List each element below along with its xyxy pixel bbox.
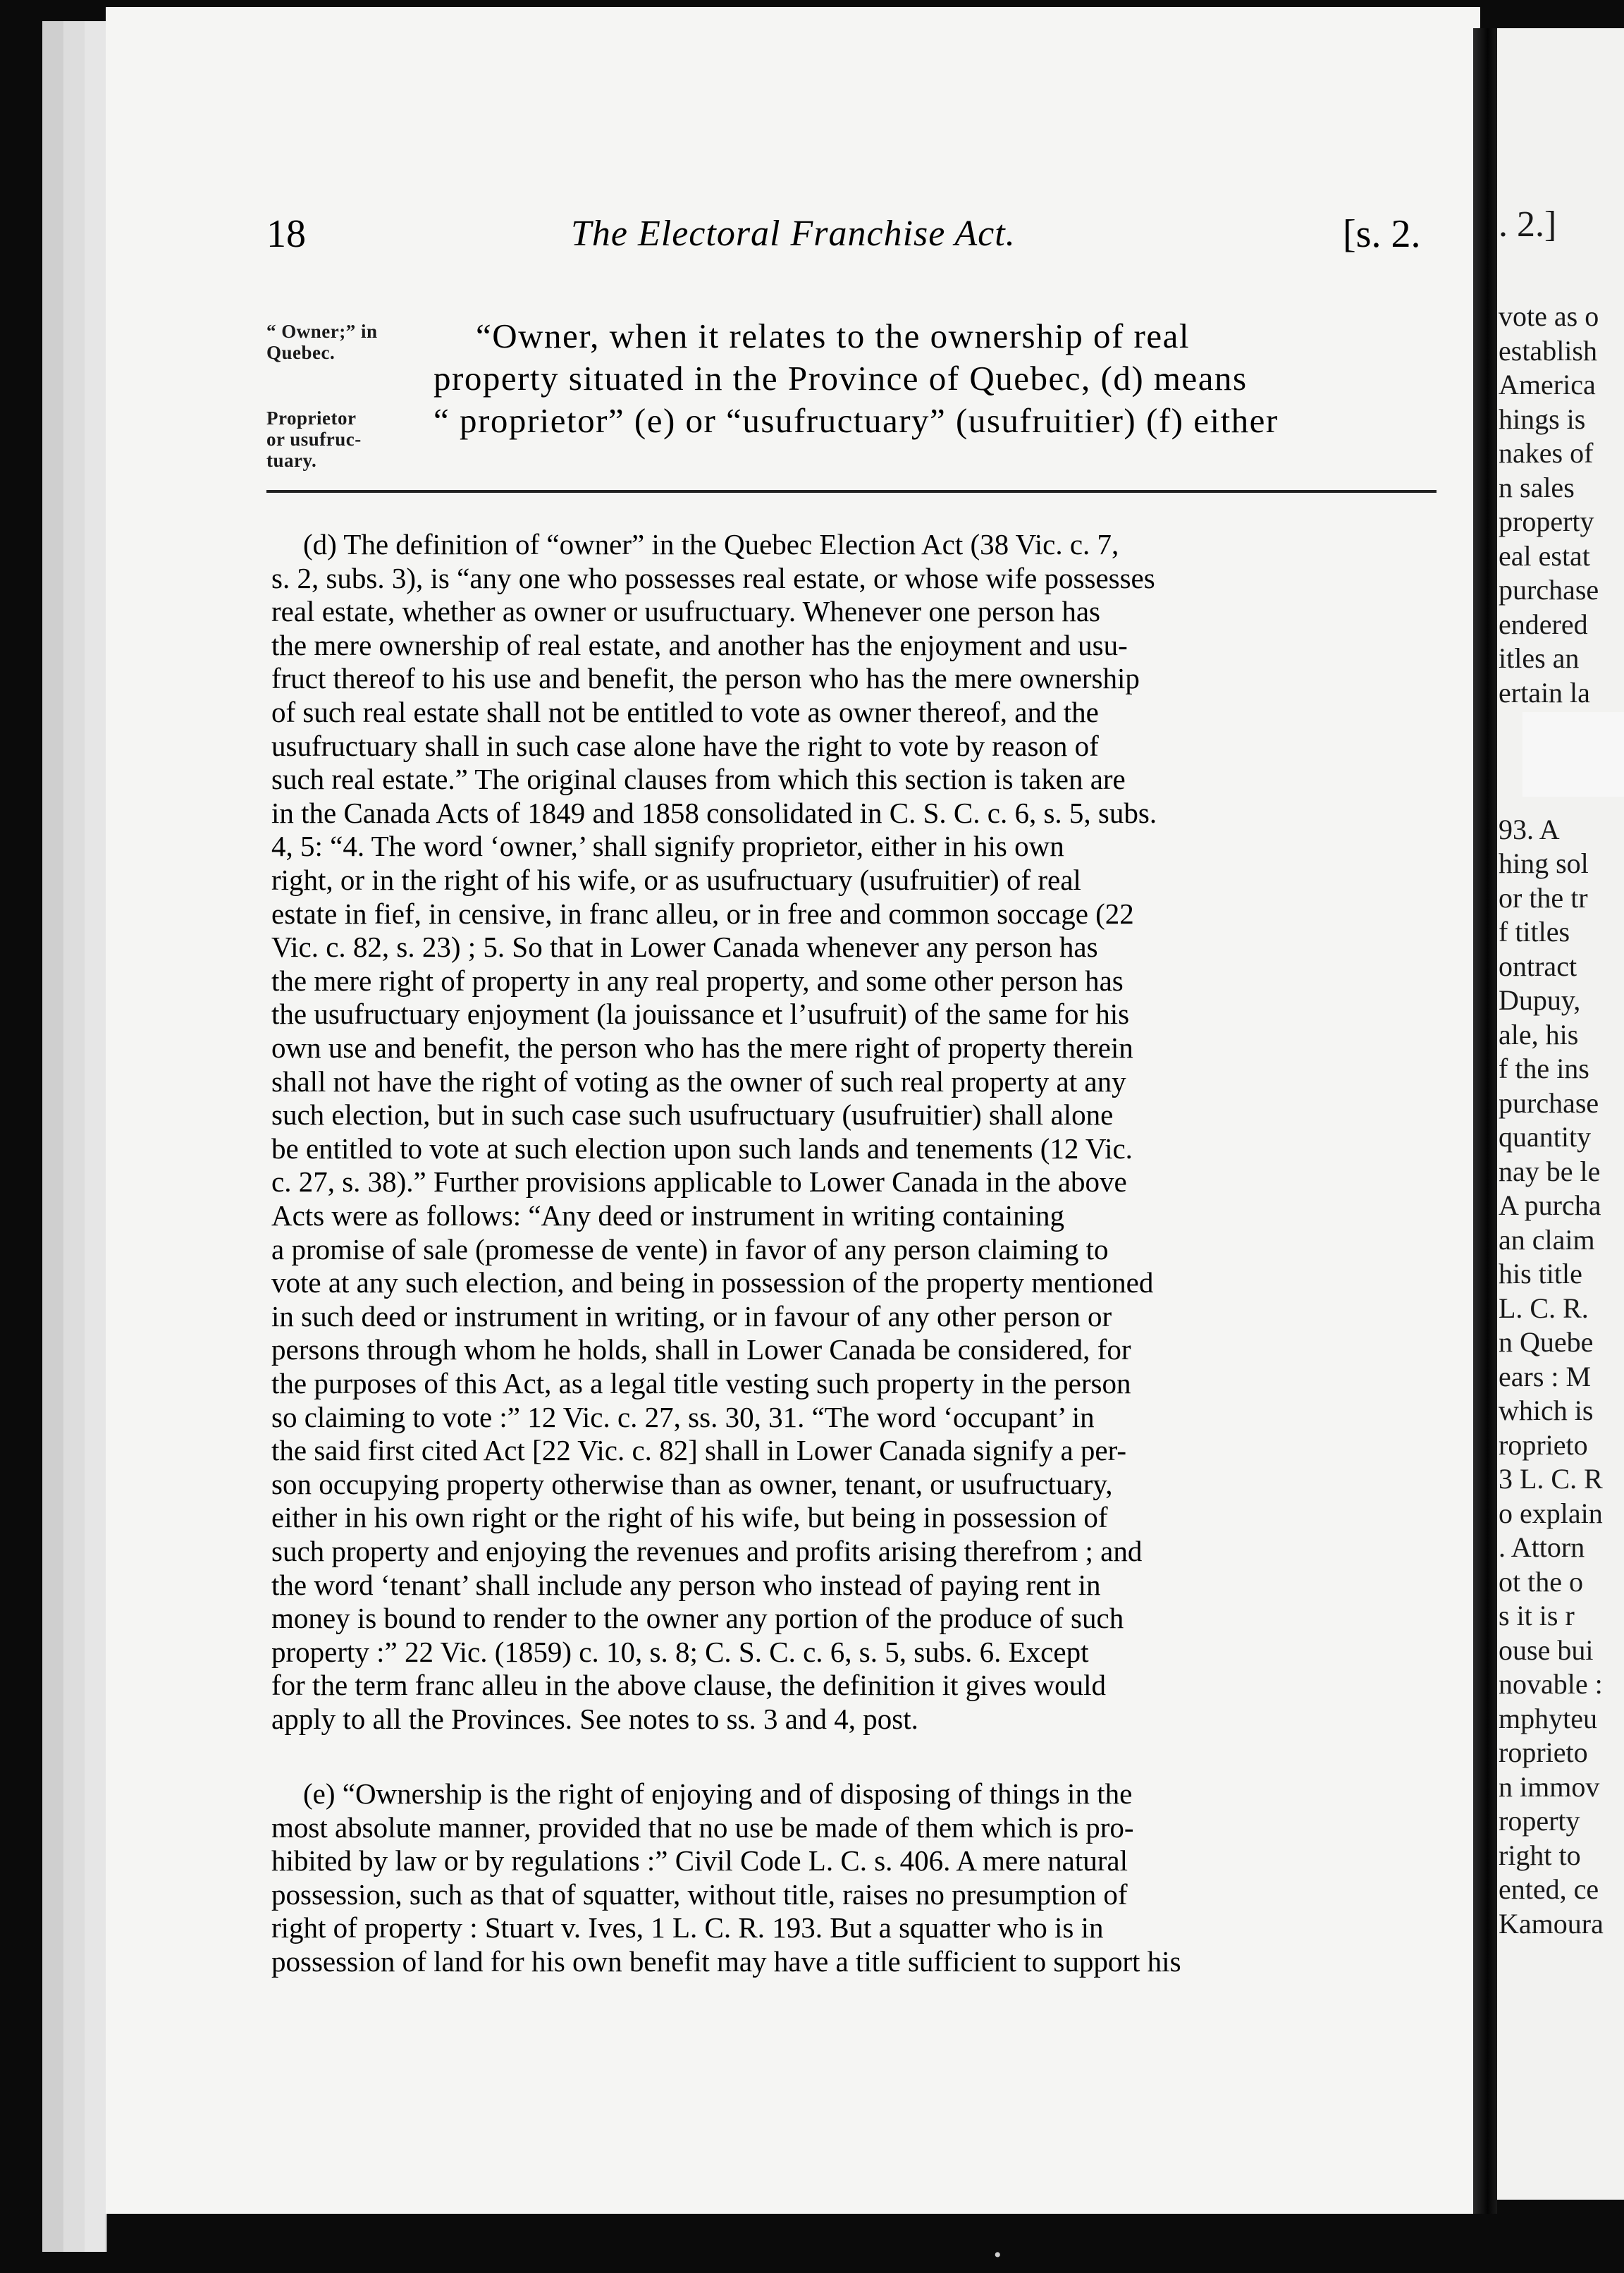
facing-page bbox=[1497, 28, 1624, 2200]
sidenote-owner-quebec: “ Owner;” in bbox=[266, 321, 378, 342]
facing-page-line: eal estat bbox=[1499, 539, 1590, 572]
sidenote-owner-quebec: Quebec. bbox=[266, 342, 336, 363]
footnote-line: either in his own right or the right of his wife, but being in possession of bbox=[271, 1501, 1108, 1534]
facing-page-line: itles an bbox=[1499, 642, 1580, 674]
main-text-line: “ proprietor” (e) or “usufructuary” (usufruitier) (f) either bbox=[433, 401, 1279, 440]
footnote-line: money is bound to render to the owner any portion of the produce of such bbox=[271, 1602, 1124, 1635]
facing-page-line: property bbox=[1499, 506, 1594, 537]
sidenote-proprietor: tuary. bbox=[266, 450, 317, 471]
facing-page-line: hings is bbox=[1499, 403, 1586, 435]
footnote-line: right of property : Stuart v. Ives, 1 L. C. R. 193. But a squatter who is in bbox=[271, 1911, 1104, 1944]
footnote-line: in such deed or instrument in writing, or in favour of any other person or bbox=[271, 1299, 1112, 1332]
facing-page-line: Kamoura bbox=[1499, 1907, 1604, 1940]
footnote-line: hibited by law or by regulations :” Civil Code L. C. s. 406. A mere natural bbox=[271, 1844, 1128, 1877]
facing-page-line: ented, ce bbox=[1499, 1873, 1599, 1905]
footnote-line: s. 2, subs. 3), is “any one who possesses real estate, or whose wife possesses bbox=[271, 561, 1155, 594]
facing-page-line: nay be le bbox=[1499, 1155, 1601, 1187]
scan-mark: • bbox=[994, 2243, 1002, 2267]
facing-page-line: an claim bbox=[1499, 1223, 1595, 1256]
facing-page-line: L. C. R. bbox=[1499, 1292, 1589, 1324]
footnote-line: apply to all the Provinces. See notes to ss. 3 and 4, post. bbox=[271, 1703, 918, 1735]
footnote-line: property :” 22 Vic. (1859) c. 10, s. 8; C. S. C. c. 6, s. 5, subs. 6. Except bbox=[271, 1635, 1089, 1668]
facing-page-line: vote as o bbox=[1499, 300, 1599, 332]
facing-page-line: roprieto bbox=[1499, 1428, 1588, 1461]
footnote-line: son occupying property otherwise than as owner, tenant, or usufructuary, bbox=[271, 1467, 1113, 1500]
facing-page-line: purchase bbox=[1499, 574, 1599, 606]
facing-page-line: f the ins bbox=[1499, 1053, 1589, 1084]
footnote-line: in the Canada Acts of 1849 and 1858 consolidated in C. S. C. c. 6, s. 5, subs. bbox=[271, 796, 1157, 829]
footnote-line: of such real estate shall not be entitled to vote as owner thereof, and the bbox=[271, 696, 1099, 728]
sidenote-proprietor: or usufruc- bbox=[266, 429, 362, 450]
facing-page-line: f titles bbox=[1499, 916, 1570, 948]
facing-page-line: ot the o bbox=[1499, 1565, 1583, 1598]
facing-page-line: 93. A bbox=[1499, 813, 1560, 845]
page-edge bbox=[42, 21, 65, 2252]
facing-page-line: mphyteu bbox=[1499, 1702, 1597, 1734]
footnote-line: the mere right of property in any real property, and some other person has bbox=[271, 964, 1124, 997]
footnote-line: possession of land for his own benefit may have a title sufficient to support his bbox=[271, 1945, 1181, 1978]
facing-page-line: roprieto bbox=[1499, 1736, 1588, 1768]
facing-page-line: n sales bbox=[1499, 471, 1575, 503]
facing-page-line: nakes of bbox=[1499, 437, 1594, 469]
page-damage bbox=[1522, 712, 1624, 797]
facing-page-line: right to bbox=[1499, 1839, 1581, 1871]
footnote-line: possession, such as that of squatter, without title, raises no presumption of bbox=[271, 1877, 1128, 1911]
section-rule bbox=[266, 490, 1437, 493]
footnote-line: such real estate.” The original clauses from which this section is taken are bbox=[271, 763, 1126, 796]
footnote-line: fruct thereof to his use and benefit, the person who has the mere ownership bbox=[271, 662, 1140, 695]
facing-page-line: hing sol bbox=[1499, 847, 1589, 879]
footnote-line: usufructuary shall in such case alone have the right to vote by reason of bbox=[271, 729, 1099, 762]
page-number: 18 bbox=[266, 212, 306, 256]
facing-page-line: novable : bbox=[1499, 1668, 1603, 1700]
page-edge bbox=[63, 21, 86, 2252]
sidenote-proprietor: Proprietor bbox=[266, 408, 357, 429]
facing-page-line: roperty bbox=[1499, 1805, 1580, 1837]
footnote-line: Acts were as follows: “Any deed or instrument in writing containing bbox=[271, 1199, 1064, 1232]
footnote-line: the usufructuary enjoyment (la jouissance et l’usufruit) of the same for his bbox=[271, 998, 1130, 1031]
footnote-line: such property and enjoying the revenues and profits arising therefrom ; and bbox=[271, 1535, 1143, 1567]
footnote-line: be entitled to vote at such election upon such lands and tenements (12 Vic. bbox=[271, 1132, 1133, 1165]
facing-page-line: A purcha bbox=[1499, 1189, 1601, 1221]
footnote-line: for the term franc alleu in the above clause, the definition it gives would bbox=[271, 1669, 1107, 1702]
footnote-line: (d) The definition of “owner” in the Quebec Election Act (38 Vic. c. 7, bbox=[303, 528, 1119, 560]
footnote-line: vote at any such election, and being in possession of the property mentioned bbox=[271, 1266, 1154, 1299]
facing-page-line: endered bbox=[1499, 608, 1588, 640]
page-edge bbox=[85, 21, 107, 2252]
footnote-line: a promise of sale (promesse de vente) in favor of any person claiming to bbox=[271, 1232, 1109, 1266]
facing-page-line: . 2.] bbox=[1499, 204, 1557, 245]
facing-page-line: ontract bbox=[1499, 950, 1577, 982]
footnote-line: the purposes of this Act, as a legal title vesting such property in the person bbox=[271, 1367, 1131, 1399]
facing-page-line: n Quebe bbox=[1499, 1326, 1594, 1358]
facing-page-line: establish bbox=[1499, 334, 1597, 367]
facing-page-line: which is bbox=[1499, 1395, 1594, 1426]
footnote-line: estate in fief, in censive, in franc alleu, or in free and common soccage (22 bbox=[271, 897, 1134, 930]
footnote-line: Vic. c. 82, s. 23) ; 5. So that in Lower Canada whenever any person has bbox=[271, 931, 1098, 964]
footnote-line: right, or in the right of his wife, or as usufructuary (usufruitier) of real bbox=[271, 864, 1081, 896]
footnote-line: own use and benefit, the person who has the mere right of property therein bbox=[271, 1031, 1133, 1064]
footnote-line: most absolute manner, provided that no use be made of them which is pro- bbox=[271, 1811, 1134, 1844]
facing-page-line: . Attorn bbox=[1499, 1531, 1585, 1563]
footnote-line: the word ‘tenant’ shall include any person who instead of paying rent in bbox=[271, 1568, 1101, 1601]
facing-page-line: Dupuy, bbox=[1499, 984, 1581, 1016]
footnote-line: (e) “Ownership is the right of enjoying and of disposing of things in the bbox=[303, 1777, 1133, 1810]
facing-page-line: s it is r bbox=[1499, 1600, 1575, 1631]
facing-page-line: ouse bui bbox=[1499, 1634, 1594, 1666]
facing-page-line: his title bbox=[1499, 1258, 1582, 1289]
footnote-line: so claiming to vote :” 12 Vic. c. 27, ss. 30, 31. “The word ‘occupant’ in bbox=[271, 1400, 1095, 1433]
facing-page-line: purchase bbox=[1499, 1086, 1599, 1119]
facing-page-line: America bbox=[1499, 369, 1596, 400]
running-title: The Electoral Franchise Act. bbox=[571, 214, 1016, 254]
facing-page-line: 3 L. C. R bbox=[1499, 1463, 1603, 1495]
footnote-line: the said first cited Act [22 Vic. c. 82] shall in Lower Canada signify a per- bbox=[271, 1434, 1127, 1467]
footnote-line: the mere ownership of real estate, and another has the enjoyment and usu- bbox=[271, 628, 1128, 661]
section-marker: [s. 2. bbox=[1343, 212, 1421, 256]
facing-page-line: o explain bbox=[1499, 1497, 1603, 1529]
facing-page-line: n immov bbox=[1499, 1770, 1600, 1803]
facing-page-line: ears : M bbox=[1499, 1360, 1592, 1392]
footnote-line: shall not have the right of voting as the owner of such real property at any bbox=[271, 1065, 1126, 1098]
footnote-line: persons through whom he holds, shall in Lower Canada be considered, for bbox=[271, 1333, 1131, 1366]
facing-page-line: ertain la bbox=[1499, 676, 1590, 709]
main-text-line: “Owner, when it relates to the ownership of real bbox=[476, 317, 1190, 355]
main-text-line: property situated in the Province of Quebec, (d) means bbox=[433, 359, 1248, 398]
facing-page-line: ale, his bbox=[1499, 1018, 1579, 1050]
footnote-line: such election, but in such case such usufructuary (usufruitier) shall alone bbox=[271, 1098, 1114, 1132]
facing-page-line: quantity bbox=[1499, 1121, 1592, 1153]
footnote-line: c. 27, s. 38).” Further provisions applicable to Lower Canada in the above bbox=[271, 1165, 1127, 1199]
book-gutter bbox=[1473, 28, 1497, 2214]
facing-page-line: or the tr bbox=[1499, 881, 1588, 914]
footnote-line: real estate, whether as owner or usufructuary. Whenever one person has bbox=[271, 595, 1100, 628]
footnote-line: 4, 5: “4. The word ‘owner,’ shall signify proprietor, either in his own bbox=[271, 830, 1064, 863]
